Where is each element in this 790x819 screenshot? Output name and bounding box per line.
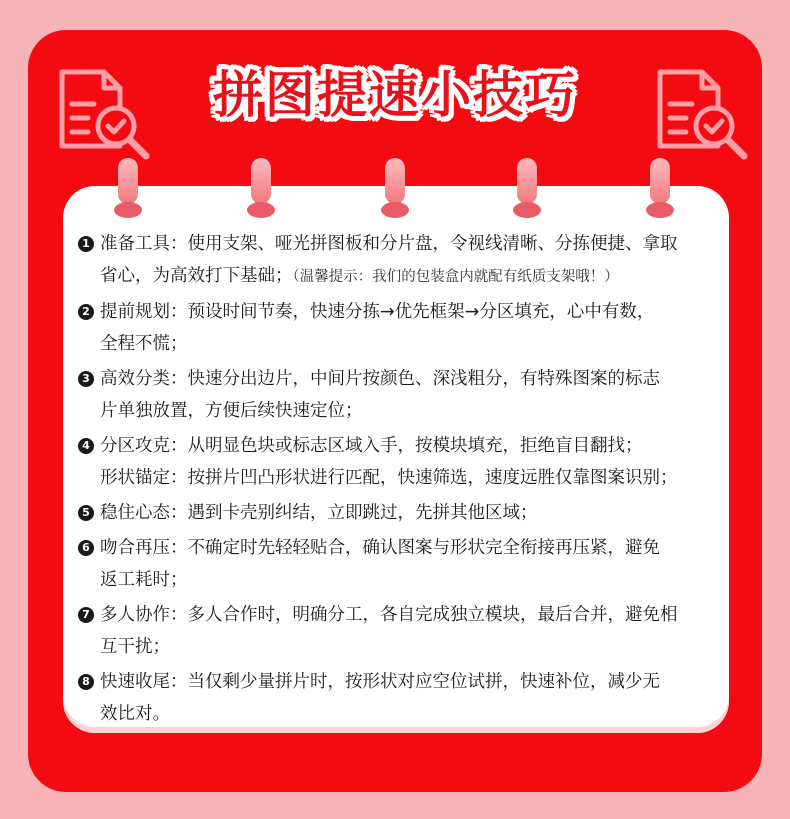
number-badge: 4: [78, 438, 94, 454]
list-item: [78, 363, 718, 427]
tip-text: 互干扰；: [100, 637, 170, 657]
number-badge: 7: [78, 607, 94, 623]
binder-ring: [385, 158, 405, 204]
tip-text: 全程不慌；: [100, 334, 188, 354]
tip-text: 多人协作：多人合作时，明确分工，各自完成独立模块，最后合并，避免相: [100, 605, 678, 625]
list-item: [78, 497, 718, 529]
binder-ring: [251, 158, 271, 204]
tip-text: 省心，为高效打下基础；: [100, 266, 293, 286]
number-badge: 1: [78, 236, 94, 252]
tip-text: 片单独放置，方便后续快速定位；: [100, 401, 363, 421]
list-item: [78, 430, 718, 494]
tip-text: 效比对。: [100, 704, 170, 724]
binder-ring: [650, 158, 670, 204]
tip-text: 吻合再压：不确定时先轻轻贴合，确认图案与形状完全衔接再压紧，避免: [100, 538, 660, 558]
binder-ring: [118, 158, 138, 204]
number-badge: 2: [78, 304, 94, 320]
tip-text: 准备工具：使用支架、哑光拼图板和分片盘，令视线清晰、分拣便捷、拿取: [100, 234, 678, 254]
tip-text: 稳住心态：遇到卡壳别纠结，立即跳过，先拼其他区域；: [100, 503, 538, 523]
tip-text: 高效分类：快速分出边片，中间片按颜色、深浅粗分，有特殊图案的标志: [100, 369, 660, 389]
tip-text: 分区攻克：从明显色块或标志区域入手，按模块填充，拒绝盲目翻找；: [100, 436, 643, 456]
tip-text: 形状锚定：按拼片凹凸形状进行匹配，快速筛选，速度远胜仅靠图案识别；: [100, 468, 678, 488]
tip-note: （温馨提示：我们的包装盒内就配有纸质支架哦！）: [292, 269, 619, 285]
tip-text: 提前规划：预设时间节奏，快速分拣→优先框架→分区填充，心中有数，: [100, 302, 655, 322]
number-badge: 8: [78, 674, 94, 690]
tips-list: [78, 228, 718, 733]
tip-text: 返工耗时；: [100, 570, 188, 590]
number-badge: 5: [78, 505, 94, 521]
list-item: [78, 666, 718, 730]
number-badge: 6: [78, 540, 94, 556]
binder-ring: [517, 158, 537, 204]
list-item: [78, 532, 718, 596]
tip-text: 快速收尾：当仅剩少量拼片时，按形状对应空位试拼，快速补位，减少无: [100, 672, 660, 692]
number-badge: 3: [78, 371, 94, 387]
list-item: [78, 228, 718, 293]
list-item: [78, 599, 718, 663]
list-item: [78, 296, 718, 360]
page-title: 拼图提速小技巧: [213, 66, 577, 124]
